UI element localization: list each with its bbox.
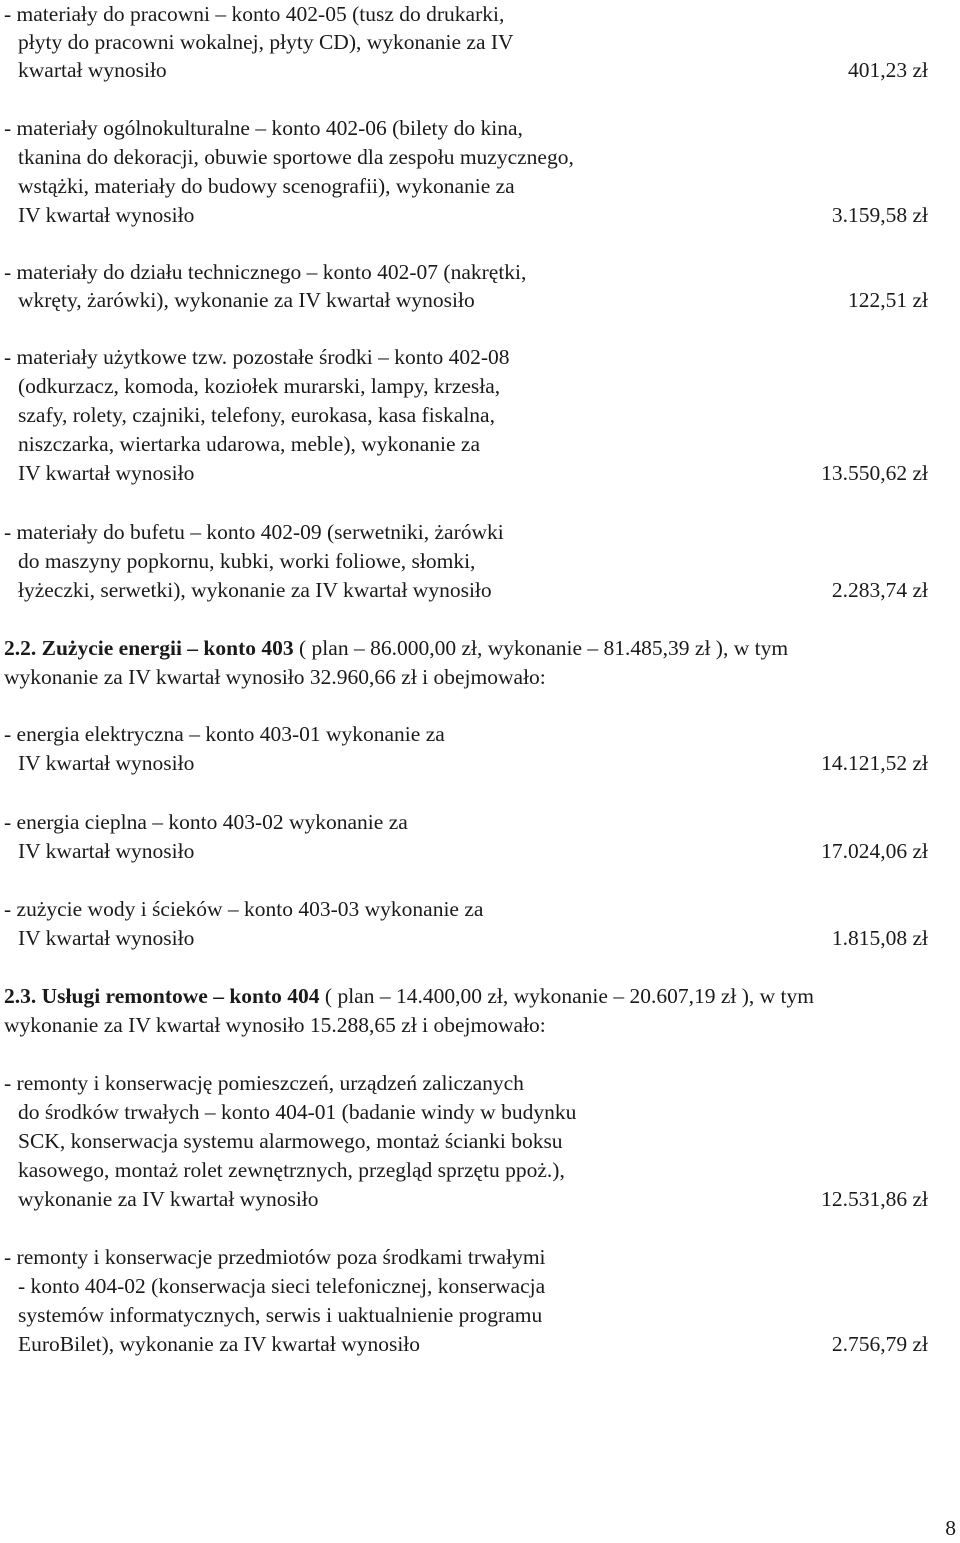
item-line: do maszyny popkornu, kubki, worki foliowe, słomki, (18, 549, 476, 573)
item-line: do środków trwałych – konto 404-01 (badanie windy w budynku (18, 1100, 577, 1124)
item-line: SCK, konserwacja systemu alarmowego, montaż ścianki boksu (18, 1129, 563, 1153)
item-amount: 14.121,52 zł (821, 751, 928, 775)
item-line: - materiały użytkowe tzw. pozostałe środki – konto 402-08 (4, 345, 510, 369)
item-line: łyżeczki, serwetki), wykonanie za IV kwartał wynosiło (18, 578, 492, 602)
item-amount: 2.756,79 zł (831, 1332, 928, 1356)
section-title: 2.2. Zużycie energii – konto 403 (4, 636, 294, 660)
item-line: EuroBilet), wykonanie za IV kwartał wynosiło (18, 1332, 421, 1356)
item-line: IV kwartał wynosiło (18, 839, 195, 863)
item-line: IV kwartał wynosiło (18, 203, 195, 227)
item-line: IV kwartał wynosiło (18, 461, 195, 485)
heading-line: wykonanie za IV kwartał wynosiło 15.288,65 zł i obejmowało: (4, 1013, 546, 1037)
section-plan-text: ( plan – 86.000,00 zł, wykonanie – 81.485,39 zł ), w tym (293, 636, 789, 660)
item-line: systemów informatycznych, serwis i uaktualnienie programu (18, 1303, 543, 1327)
item-amount: 1.815,08 zł (831, 926, 928, 950)
item-line: wykonanie za IV kwartał wynosiło (18, 1187, 319, 1211)
item-amount: 17.024,06 zł (821, 839, 928, 863)
section-title: 2.3. Usługi remontowe – konto 404 (4, 984, 320, 1008)
page-number: 8 (945, 1516, 956, 1540)
item-line: - energia cieplna – konto 403-02 wykonanie za (4, 810, 408, 834)
item-line: IV kwartał wynosiło (18, 751, 195, 775)
item-line: szafy, rolety, czajniki, telefony, eurokasa, kasa fiskalna, (18, 403, 495, 427)
item-line: - energia elektryczna – konto 403-01 wykonanie za (4, 722, 445, 746)
item-amount: 2.283,74 zł (831, 578, 928, 602)
item-line: - materiały do bufetu – konto 402-09 (serwetniki, żarówki (4, 520, 504, 544)
item-amount: 3.159,58 zł (831, 203, 928, 227)
item-line: (odkurzacz, komoda, koziołek murarski, lampy, krzesła, (18, 374, 501, 398)
item-line: - zużycie wody i ścieków – konto 403-03 wykonanie za (4, 897, 484, 921)
item-line: wstążki, materiały do budowy scenografii), wykonanie za (18, 174, 515, 198)
item-line: - materiały do pracowni – konto 402-05 (tusz do drukarki, (4, 2, 505, 26)
item-line: wkręty, żarówki), wykonanie za IV kwartał wynosiło (18, 288, 475, 312)
item-line: - materiały do działu technicznego – konto 402-07 (nakrętki, (4, 260, 527, 284)
item-amount: 13.550,62 zł (821, 461, 928, 485)
item-line: kwartał wynosiło (18, 58, 167, 82)
item-line: tkanina do dekoracji, obuwie sportowe dla zespołu muzycznego, (18, 145, 574, 169)
item-line: - konto 404-02 (konserwacja sieci telefonicznej, konserwacja (18, 1274, 546, 1298)
heading-line (4, 982, 814, 1011)
item-amount: 12.531,86 zł (821, 1187, 928, 1211)
item-line: IV kwartał wynosiło (18, 926, 195, 950)
item-line: niszczarka, wiertarka udarowa, meble), wykonanie za (18, 432, 481, 456)
item-line: - remonty i konserwacje przedmiotów poza środkami trwałymi (4, 1245, 546, 1269)
item-line: - materiały ogólnokulturalne – konto 402-06 (bilety do kina, (4, 116, 523, 140)
item-line: kasowego, montaż rolet zewnętrznych, przegląd sprzętu ppoż.), (18, 1158, 565, 1182)
item-line: płyty do pracowni wokalnej, płyty CD), wykonanie za IV (18, 30, 514, 54)
item-amount: 122,51 zł (847, 288, 928, 312)
heading-line: wykonanie za IV kwartał wynosiło 32.960,66 zł i obejmowało: (4, 665, 546, 689)
item-amount: 401,23 zł (847, 58, 928, 82)
item-line: - remonty i konserwację pomieszczeń, urządzeń zaliczanych (4, 1071, 524, 1095)
heading-line (4, 634, 788, 663)
section-plan-text: ( plan – 14.400,00 zł, wykonanie – 20.607,19 zł ), w tym (319, 984, 814, 1008)
